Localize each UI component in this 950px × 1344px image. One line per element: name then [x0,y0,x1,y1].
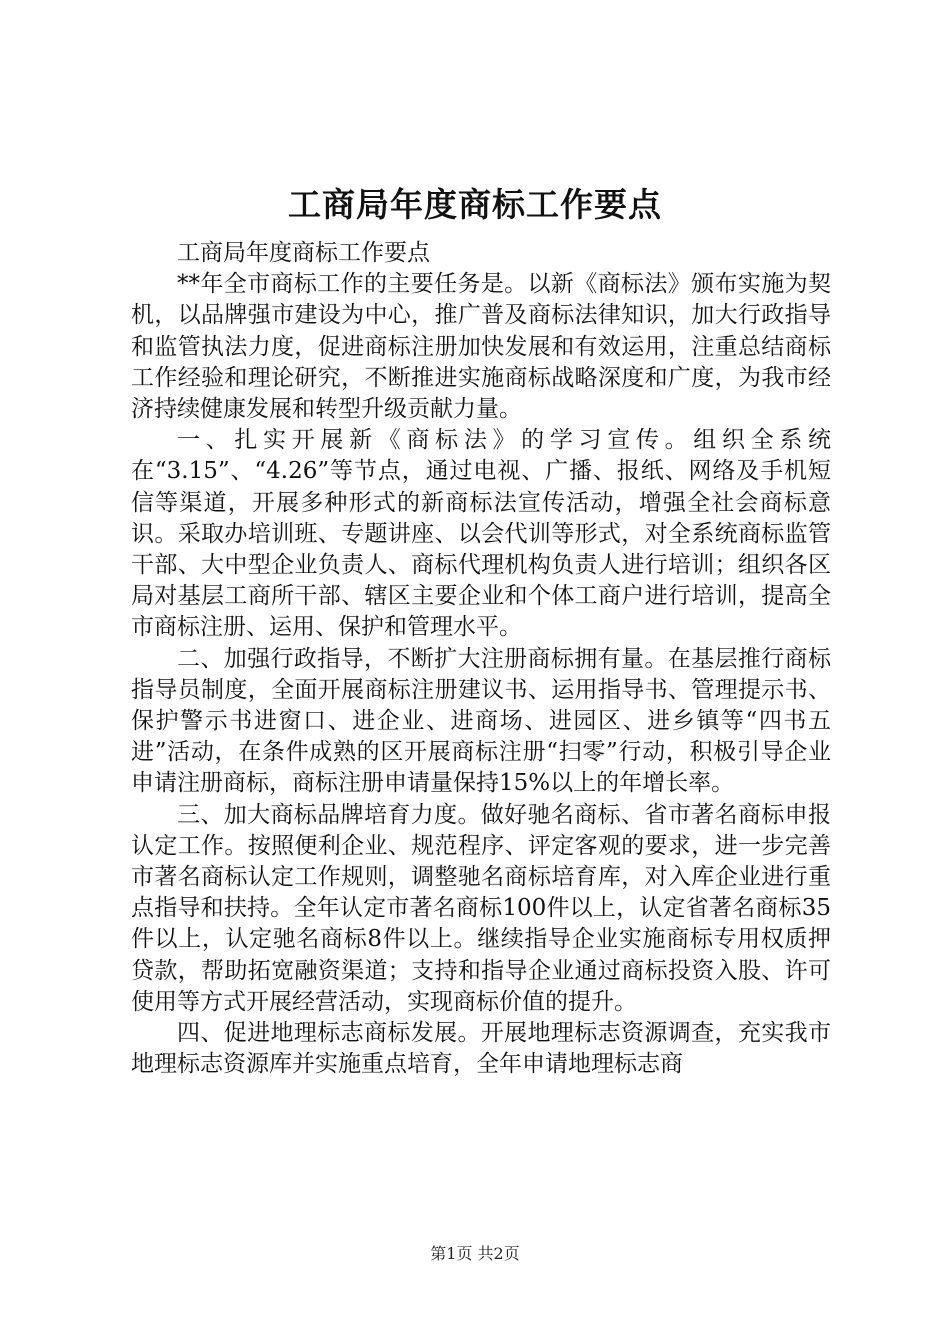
subtitle-paragraph: 工商局年度商标工作要点 [177,240,430,266]
section-3-paragraph: 三、加大商标品牌培育力度。做好驰名商标、省市著名商标申报认定工作。按照便利企业、规范程序、评定客观的要求，进一步完善市著名商标认定工作规则，调整驰名商标培育库，对入库企业进行重点指导和扶持。全年认定市著名商标100件以上，认定省著名商标35件以上，认定驰名商标8件以上。继续指导企业实施商标专用权质押贷款，帮助拓宽融资渠道；支持和指导企业通过商标投资入股、许可使用等方式开展经营活动，实现商标价值的提升。 [131,801,831,1015]
section-1-paragraph: 一、扎实开展新《商标法》的学习宣传。组织全系统在“3.15”、“4.26”等节点，通过电视、广播、报纸、网络及手机短信等渠道，开展多种形式的新商标法宣传活动，增强全社会商标意识。采取办培训班、专题讲座、以会代训等形式，对全系统商标监管干部、大中型企业负责人、商标代理机构负责人进行培训；组织各区局对基层工商所干部、辖区主要企业和个体工商户进行培训，提高全市商标注册、运用、保护和管理水平。 [131,427,831,641]
document-title: 工商局年度商标工作要点 [288,185,662,224]
intro-paragraph: **年全市商标工作的主要任务是。以新《商标法》颁布实施为契机，以品牌强市建设为中心，推广普及商标法律知识，加大行政指导和监管执法力度，促进商标注册加快发展和有效运用，注重总结商标工作经验和理论研究，不断推进实施商标战略深度和广度，为我市经济持续健康发展和转型升级贡献力量。 [131,271,831,423]
section-4-paragraph: 四、促进地理标志商标发展。开展地理标志资源调查，充实我市地理标志资源库并实施重点培育，全年申请地理标志商 [131,1020,831,1078]
section-2-paragraph: 二、加强行政指导，不断扩大注册商标拥有量。在基层推行商标指导员制度，全面开展商标注册建议书、运用指导书、管理提示书、保护警示书进窗口、进企业、进商场、进园区、进乡镇等“四书五进”活动，在条件成熟的区开展商标注册“扫零”行动，积极引导企业申请注册商标，商标注册申请量保持15%以上的年增长率。 [131,645,831,797]
page-footer: 第1页 共2页 [430,1244,520,1263]
document-body [131,238,831,1080]
